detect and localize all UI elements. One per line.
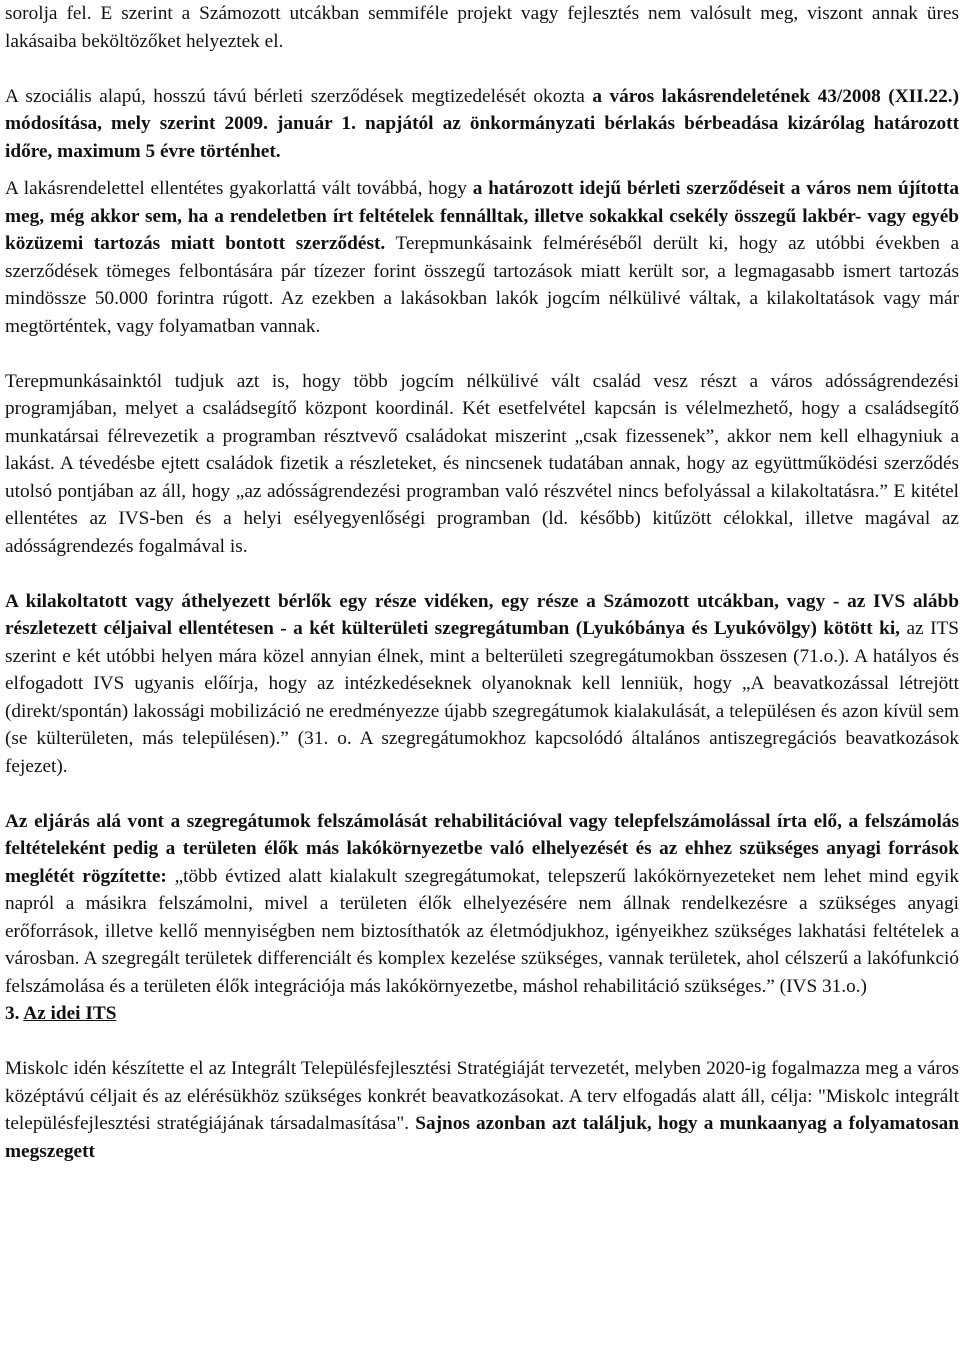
paragraph-6 [5, 808, 959, 1001]
paragraph-3-text-b: Terepmunkásaink felméréséből derült ki, hogy az utóbbi években a szerződések tömeges felbontására pár tízezer forint összegű tartozások miatt került sor, a legmagasabb ismert tartozás mindössze 50.000 forintra rúgott. Az ezekben a lakásokban lakók jogcím nélkülivé váltak, a kilakoltatások vagy már megtörténtek, vagy folyamatban vannak. [5, 233, 960, 337]
section-number: 3. [5, 1003, 20, 1024]
paragraph-3-text-a: A lakásrendelettel ellentétes gyakorlattá vált továbbá, hogy [5, 178, 473, 199]
paragraph-1 [5, 0, 959, 55]
paragraph-5 [5, 588, 959, 781]
paragraph-6-bold: Az eljárás alá vont a szegregátumok felszámolását rehabilitációval vagy telepfelszámolással írta elő, a felszámolás feltételeként pedig a területen élők más lakókörnyezetbe való elhelyezését és az ehhez szükséges anyagi források meglétét rögzítette: [5, 810, 959, 887]
paragraph-7-text: Miskolc idén készítette el az Integrált Településfejlesztési Stratégiáját tervezetét, melyben 2020-ig fogalmazza meg a város középtávú céljait és az elérésükhöz szükséges konkrét beavatkozásokat. A terv elfogadás alatt áll, célja: "Miskolc integrált településfejlesztési stratégiájának társadalmasítása". [5, 1058, 959, 1134]
paragraph-2-text: A szociális alapú, hosszú távú bérleti szerződések megtizedelését okozta [5, 85, 593, 107]
section-title: Az idei ITS [23, 1003, 117, 1024]
document-page [5, 0, 959, 1165]
paragraph-3 [5, 175, 959, 340]
paragraph-4 [5, 368, 959, 561]
paragraph-5-bold: A kilakoltatott vagy áthelyezett bérlők egy része vidéken, egy része a Számozott utcákban, vagy - az IVS alább részletezett céljaival ellentétesen - a két külterületi szegregátumban (Lyukóbánya és Lyukóvölgy) kötött ki, [5, 590, 959, 639]
paragraph-1-text: sorolja fel. E szerint a Számozott utcákban semmiféle projekt vagy fejlesztés nem valósult meg, viszont annak üres lakásaiba beköltözőket helyeztek el. [5, 3, 959, 52]
paragraph-3-bold: a határozott idejű bérleti szerződéseit a város nem újította meg, még akkor sem, ha a rendeletben írt feltételek fennálltak, illetve sokakkal csekély összegű lakbér- vagy egyéb közüzemi tartozás miatt bontott szerződést. [5, 178, 959, 254]
paragraph-7 [5, 1055, 959, 1165]
paragraph-2-bold: a város lakásrendeletének 43/2008 (XII.22.) módosítása, mely szerint 2009. január 1. napjától az önkormányzati bérlakás bérbeadása kizárólag határozott időre, maximum 5 évre történhet. [5, 85, 959, 162]
paragraph-4-text: Terepmunkásainktól tudjuk azt is, hogy több jogcím nélkülivé vált család vesz részt a város adósságrendezési programjában, melyet a családsegítő központ koordinál. Két esetfelvétel kapcsán is vélelmezhető, hogy a családsegítő munkatársai félrevezetik a programban résztvevő családokat miszerint „csak fizessenek”, akkor nem kell elhagyniuk a lakást. A tévedésbe ejtett családok fizetik a részleteket, és nincsenek tudatában annak, hogy az együttműködési szerződés utolsó pontjában az áll, hogy „az adósságrendezési programban való részvétel nincs befolyással a kilakoltatásra.” E kitétel ellentétes az IVS-ben és a helyi esélyegyenlőségi programban (ld. később) kitűzött célokkal, illetve magával az adósságrendezés fogalmával is. [5, 370, 959, 557]
paragraph-6-text: „több évtized alatt kialakult szegregátumokat, telepszerű lakókörnyezeteket nem lehet mind egyik napról a másikra felszámolni, mivel a területen élők elhelyezésére nem állnak rendelkezésre a szükséges anyagi erőforrások, illetve kellő mennyiségben nem biztosíthatók az életmódjukhoz, igényeikhez szükséges lakhatási feltételek a városban. A szegregált területek differenciált és komplex kezelése szükséges, vannak területek, ahol célszerű a lakófunkció felszámolása és a területen élők integrációja más lakókörnyezetbe, máshol rehabilitáció szükséges.” (IVS 31.o.) [5, 865, 960, 997]
paragraph-2 [5, 83, 959, 166]
paragraph-5-text: az ITS szerint e két utóbbi helyen mára közel annyian élnek, mint a belterületi szegregátumokban összesen (71.o.). A hatályos és elfogadott IVS ugyanis előírja, hogy az intézkedéseknek olyanoknak kell lenniük, hogy „A beavatkozással létrejött (direkt/spontán) lakossági mobilizáció ne eredményezze újabb szegregátumok kialakulását, a településen és azon kívül sem (se külterületen, más településen).” (31. o. A szegregátumokhoz kapcsolódó általános antiszegregációs beavatkozások fejezet). [5, 618, 959, 777]
section-heading [5, 1000, 959, 1028]
paragraph-7-bold: Sajnos azonban azt találjuk, hogy a munkaanyag a folyamatosan megszegett [5, 1113, 959, 1162]
